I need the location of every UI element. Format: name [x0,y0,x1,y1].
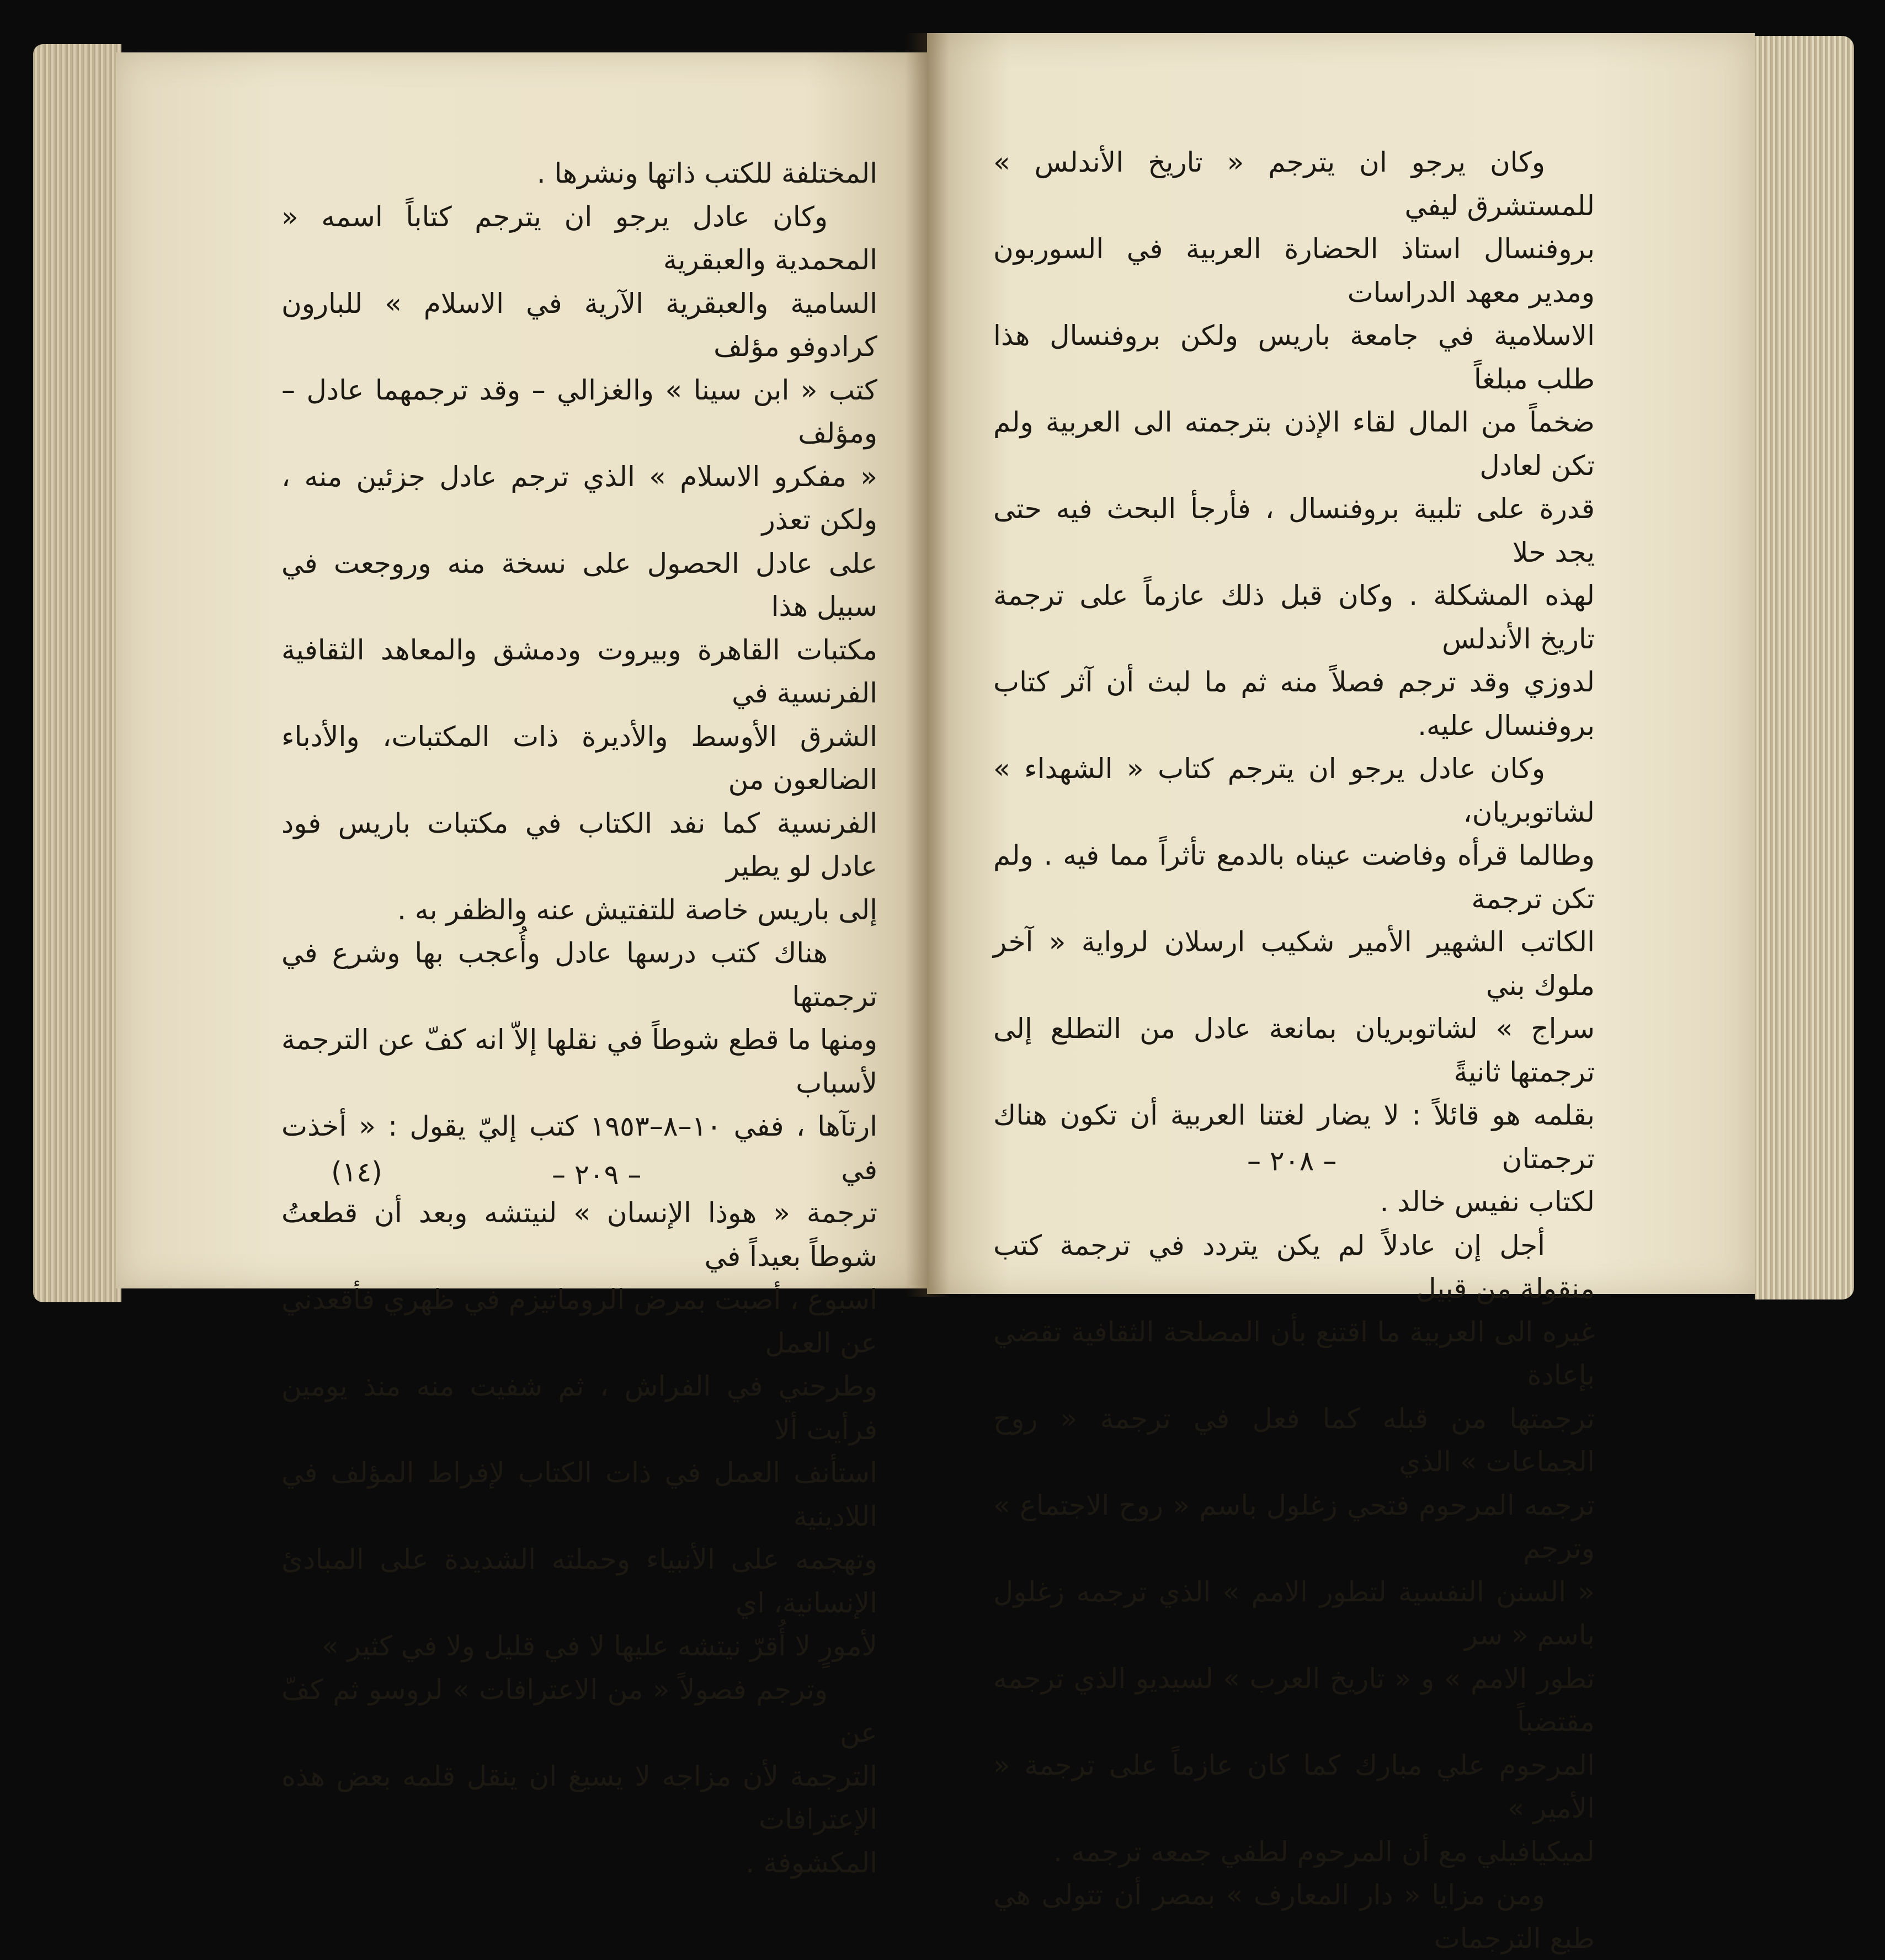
text-line: الترجمة لأن مزاجه لا يسيغ ان ينقل قلمه بعض هذه الإعترافات [281,1760,877,1835]
text-line: الفرنسية كما نفد الكتاب في مكتبات باريس فود عادل لو يطير [281,807,877,882]
text-line: إلى باريس خاصة للتفتيش عنه والظفر به . [397,893,877,926]
text-line: السامية والعبقرية الآرية في الاسلام » للبارون كرادوفو مؤلف [281,287,877,363]
text-line: لأمورٍ لا أُقرّ نيتشه عليها لا في قليل ولا في كثير » [321,1630,877,1662]
right-page-number: – ٢٠٨ – [1247,1145,1337,1177]
text-line: على عادل الحصول على نسخة منه وروجعت في سبيل هذا [281,547,877,622]
text-line: هناك كتب درسها عادل وأُعجب بها وشرع في ترجمتها [281,937,877,1013]
text-line: بروفنسال استاذ الحضارة العربية في السوربون ومدير معهد الدراسات [993,233,1595,308]
text-line: لميكيافيلي مع أن المرحوم لطفي جمعه ترجمه . [1053,1835,1595,1868]
text-line: لدوزي وقد ترجم فصلاً منه ثم ما لبث أن آثر كتاب بروفنسال عليه. [993,666,1595,742]
text-line: لهذه المشكلة . وكان قبل ذلك عازماً على ترجمة تاريخ الأندلس [993,579,1595,655]
text-line: المكشوفة . [746,1846,877,1879]
text-line: ترجمه المرحوم فتحي زغلول باسم « روح الاجتماع » وترجم [993,1489,1595,1564]
text-line: « السنن النفسية لتطور الامم » الذي ترجمه زغلول باسم « سر [993,1575,1595,1651]
text-line: الكاتب الشهير الأمير شكيب ارسلان لرواية « آخر ملوك بني [993,926,1595,1002]
text-line: سراج » لشاتوبريان بمانعة عادل من التطلع إلى ترجمتها ثانيةً [993,1013,1595,1088]
text-line: قدرة على تلبية بروفنسال ، فأرجأ البحث فيه حتى يجد حلا [993,493,1595,568]
text-line: « مفكرو الاسلام » الذي ترجم عادل جزئين منه ، ولكن تعذر [281,460,877,536]
text-line: ومنها ما قطع شوطاً في نقلها إلاّ انه كفّ عن الترجمة لأسباب [281,1024,877,1099]
text-line: وطرحني في الفراش ، ثم شفيت منه منذ يومين فرأيت ألا [281,1370,877,1446]
text-line: اسبوع ، أصبت بمرض الروماتيزم في ظهري فأقعدني عن العمل [281,1283,877,1359]
book-gutter [905,33,949,1297]
text-line: المختلفة للكتب ذاتها ونشرها . [536,157,877,189]
left-page-text [281,152,877,1884]
text-line: الشرق الأوسط والأديرة ذات المكتبات، والأدباء الضالعون من [281,720,877,796]
text-line: ارتآها ، ففي ١٠–٨–١٩٥٣ كتب إليّ يقول : « أخذت في [281,1110,877,1186]
text-line: كتب « ابن سينا » والغزالي – وقد ترجمهما عادل – ومؤلف [281,374,877,449]
text-line: ترجمة « هوذا الإنسان » لنيتشه وبعد أن قطعتُ شوطاً بعيداً في [281,1197,877,1272]
text-line: ومن مزايا « دار المعارف » بمصر أن تتولى هي طبع الترجمات [993,1879,1595,1954]
text-line: وكان عادل يرجو ان يترجم كتاب « الشهداء » لشاتوبريان، [993,753,1595,828]
text-line: لكتاب نفيس خالد . [1380,1186,1595,1218]
text-line: وترجم فصولاً « من الاعترافات » لروسو ثم كفّ عن [281,1673,877,1749]
text-line: تطور الامم » و « تاريخ العرب » لسيديو الذي ترجمه مقتضباً [993,1662,1595,1738]
text-line: مكتبات القاهرة وبيروت ودمشق والمعاهد الثقافية الفرنسية في [281,633,877,709]
text-line: غيره الى العربية ما اقتنع بأن المصلحة الثقافية تقضي بإعادة [993,1315,1595,1391]
left-page-number: – ٢٠٩ – [552,1159,642,1191]
text-line: ضخماً من المال لقاء الإذن بترجمته الى العربية ولم تكن لعادل [993,406,1595,482]
right-page-text [993,141,1595,1960]
text-line: المرحوم علي مبارك كما كان عازماً على ترجمة « الأمير » [993,1749,1595,1824]
text-line: بقلمه هو قائلاً : لا يضار لغتنا العربية أن تكون هناك ترجمتان [993,1099,1595,1175]
right-page-edges [1755,36,1854,1299]
text-line: وتهجمه على الأنبياء وحملته الشديدة على المبادئ الإنسانية، اي [281,1543,877,1619]
text-line: ترجمتها من قبله كما فعل في ترجمة « روح الجماعات » الذي [993,1402,1595,1478]
text-line: الاسلامية في جامعة باريس ولكن بروفنسال هذا طلب مبلغاً [993,319,1595,395]
signature-mark: (١٤) [331,1156,382,1188]
left-page-edges [33,44,121,1302]
text-line: استأنف العمل في ذات الكتاب لإفراط المؤلف في اللادينية [281,1457,877,1532]
text-line: وكان عادل يرجو ان يترجم كتاباً اسمه « المحمدية والعبقرية [281,200,877,276]
text-line: أجل إن عادلاً لم يكن يتردد في ترجمة كتب منقولة من قبيل [993,1229,1595,1304]
text-line: وطالما قرأه وفاضت عيناه بالدمع تأثراً مما فيه . ولم تكن ترجمة [993,839,1595,915]
text-line: وكان يرجو ان يترجم « تاريخ الأندلس » للمستشرق ليفي [993,146,1595,222]
